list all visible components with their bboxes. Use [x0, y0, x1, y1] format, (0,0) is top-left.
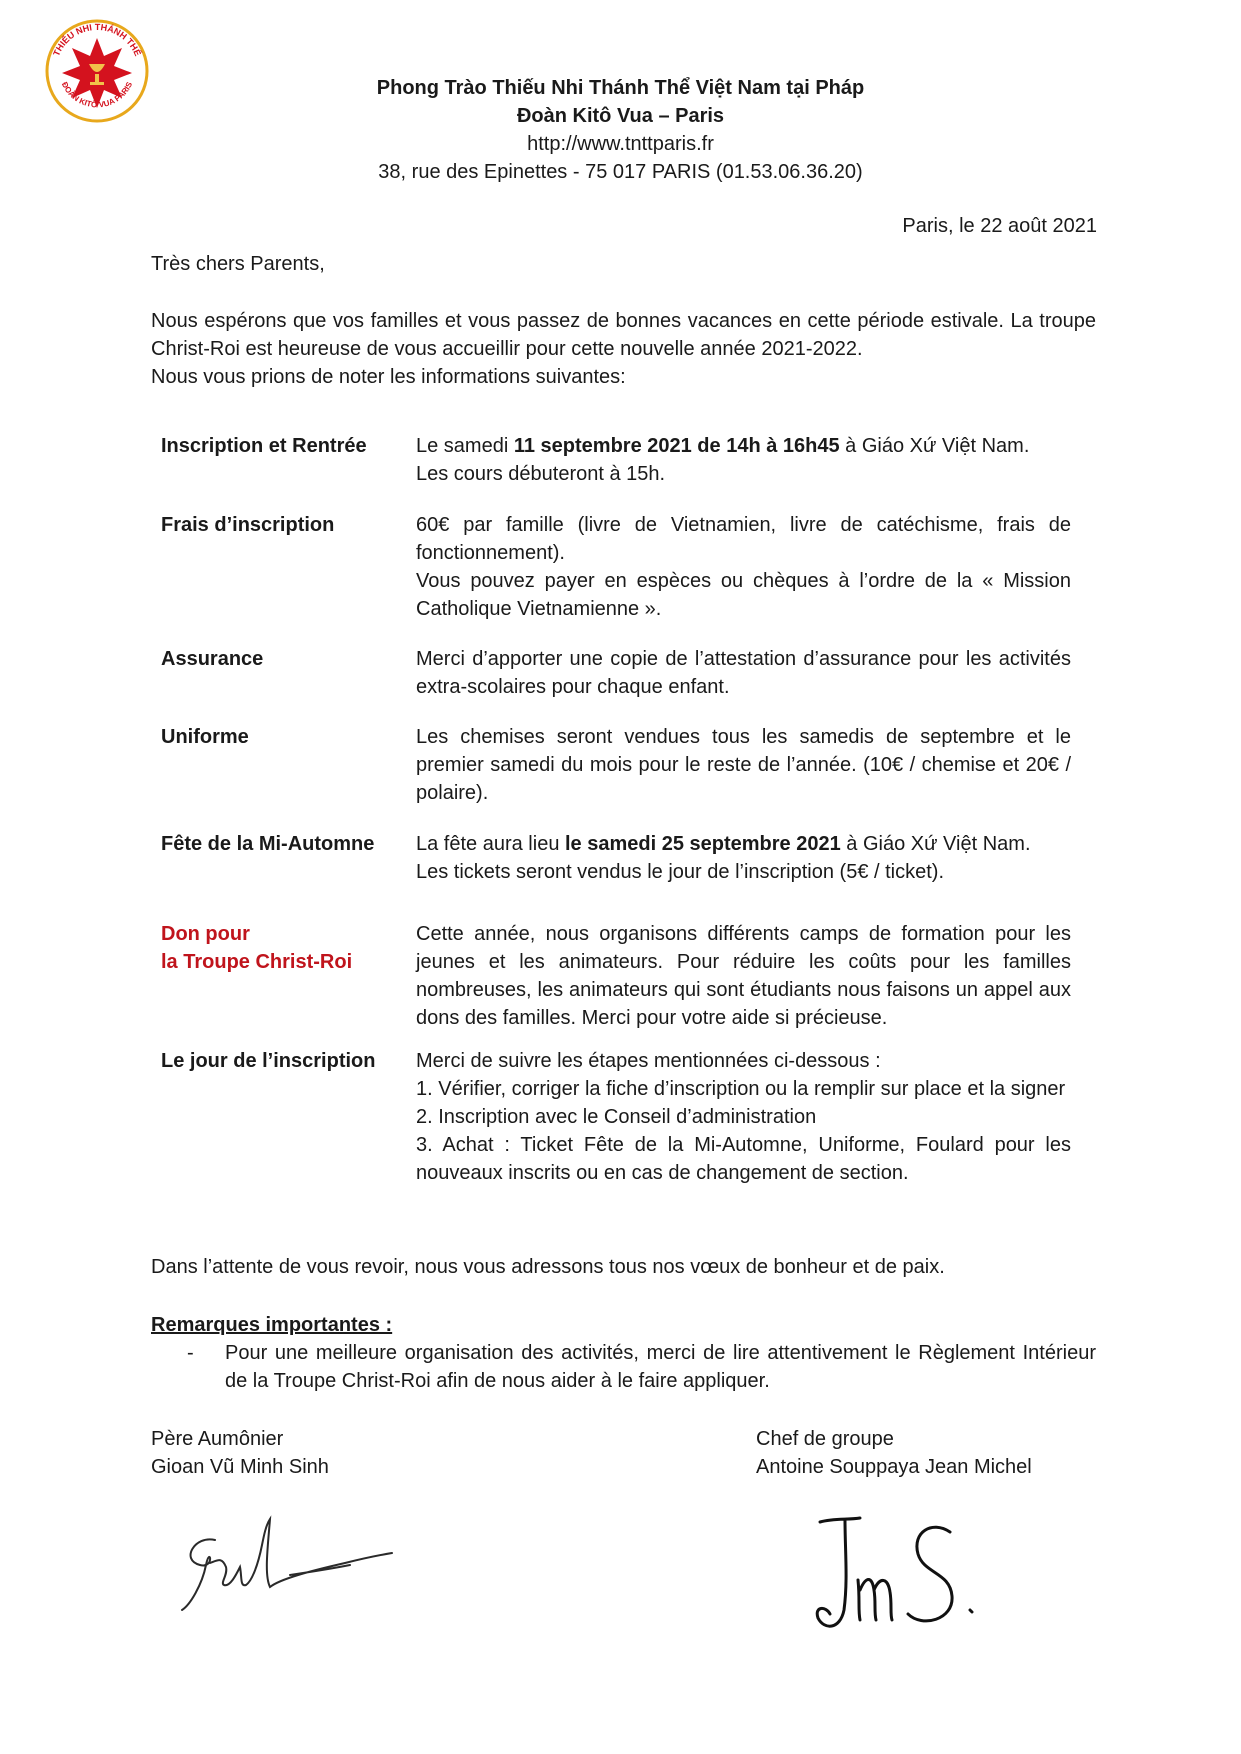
remarks-item: Pour une meilleure organisation des activités, merci de lire attentivement le Règlement Intérieur de la Troupe Christ-Roi afin de nous aider à le faire appliquer.	[225, 1342, 1096, 1392]
label-assurance: Assurance	[161, 648, 264, 670]
remarks-title: Remarques importantes :	[151, 1314, 393, 1336]
letter-date: Paris, le 22 août 2021	[902, 215, 1097, 237]
intro-paragraph: Nous espérons que vos familles et vous passez de bonnes vacances en cette période estivale. La troupe Christ-Roi est heureuse de vous accueillir pour cette nouvelle année 2021-2022.	[151, 310, 1096, 360]
left-signatory-name: Gioan Vũ Minh Sinh	[151, 1456, 329, 1478]
intro-note: Nous vous prions de noter les informations suivantes:	[151, 366, 626, 388]
label-don: Don pour la Troupe Christ-Roi	[161, 923, 353, 973]
body-assurance: Merci d’apporter une copie de l’attestation d’assurance pour les activités extra-scolaires pour chaque enfant.	[416, 648, 1071, 698]
address: 38, rue des Epinettes - 75 017 PARIS (01.53.06.36.20)	[378, 161, 863, 183]
left-signature	[170, 1505, 400, 1615]
body-frais: 60€ par famille (livre de Vietnamien, livre de catéchisme, frais de fonctionnement). Vous pouvez payer en espèces ou chèques à l’ordre de la « Mission Catholique Vietnamienne ».	[416, 514, 1071, 620]
closing-paragraph: Dans l’attente de vous revoir, nous vous adressons tous nos vœux de bonheur et de paix.	[151, 1256, 945, 1278]
body-fete: La fête aura lieu le samedi 25 septembre 2021 à Giáo Xứ Việt Nam. Les tickets seront vendus le jour de l’inscription (5€ / ticket).	[416, 833, 1031, 883]
salutation: Très chers Parents,	[151, 253, 325, 275]
group-name: Đoàn Kitô Vua – Paris	[516, 105, 725, 127]
label-inscription: Inscription et Rentrée	[161, 435, 367, 457]
website-link[interactable]: http://www.tnttparis.fr	[527, 133, 714, 155]
remarks-bullet: -	[187, 1342, 194, 1364]
label-frais: Frais d’inscription	[161, 514, 335, 536]
body-inscription: Le samedi 11 septembre 2021 de 14h à 16h45 à Giáo Xứ Việt Nam. Les cours débuteront à 15h.	[416, 435, 1030, 485]
right-signatory-name: Antoine Souppaya Jean Michel	[756, 1456, 1032, 1478]
body-jour: Merci de suivre les étapes mentionnées ci-dessous : 1. Vérifier, corriger la fiche d’inscription ou la remplir sur place et la signer 2. Inscription avec le Conseil d’administration 3. Achat : Ticket Fête de la Mi-Automne, Uniforme, Foulard pour les nouveaux inscrits ou en cas de changement de section.	[416, 1050, 1071, 1184]
body-don: Cette année, nous organisons différents camps de formation pour les jeunes et les animateurs. Pour réduire les coûts pour les familles nombreuses, les animateurs qui sont étudiants nous faisons un appel aux dons des familles. Merci pour votre aide si précieuse.	[416, 923, 1071, 1029]
logo-ring-bottom: ĐOÀN KITÔ VUA PARIS	[59, 80, 135, 110]
logo-ring-top: THIẾU NHI THÁNH THỂ	[51, 21, 143, 58]
body-uniforme: Les chemises seront vendues tous les samedis de septembre et le premier samedi du mois pour le reste de l’année. (10€ / chemise et 20€ / polaire).	[416, 726, 1071, 804]
right-signatory-title: Chef de groupe	[756, 1428, 894, 1450]
right-signature	[800, 1510, 1000, 1640]
org-name: Phong Trào Thiếu Nhi Thánh Thể Việt Nam tại Pháp	[376, 77, 865, 99]
label-uniforme: Uniforme	[161, 726, 249, 748]
label-fete: Fête de la Mi-Automne	[161, 833, 375, 855]
label-jour: Le jour de l’inscription	[161, 1050, 376, 1072]
left-signatory-title: Père Aumônier	[151, 1428, 284, 1450]
